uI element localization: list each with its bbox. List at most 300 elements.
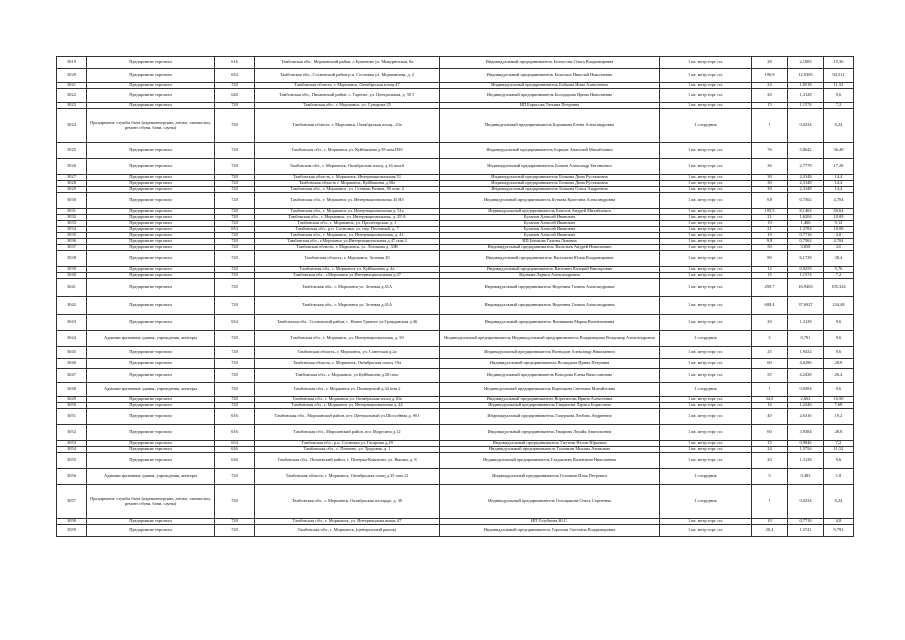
object-type-cell: Административные здания, учреждения, конторы bbox=[87, 383, 215, 397]
organization-cell: Индивидуальный предприниматель Головков Илья Петрович bbox=[440, 469, 660, 485]
organization-cell: Буланов Алексей Иванович bbox=[440, 215, 660, 221]
organization-cell: Индивидуальный предприниматель Бекетов Андрей Михайлович bbox=[440, 209, 660, 215]
row-number-cell: 3028 bbox=[57, 181, 87, 187]
volume-1-cell: 5,8642 bbox=[788, 143, 824, 159]
volume-1-cell: 2,662 bbox=[788, 397, 824, 403]
volume-1-cell: 1,3128 bbox=[788, 315, 824, 331]
quantity-cell: 25 bbox=[752, 347, 788, 359]
address-cell: Тамбовская обл., Сосновский район, с. Новое Грязное ул.Гражданская д.46 bbox=[255, 315, 440, 331]
volume-1-cell: 0,0234 bbox=[788, 109, 824, 143]
volume-1-cell: 1,3784 bbox=[788, 227, 824, 233]
row-number-cell: 3026 bbox=[57, 159, 87, 175]
table-row bbox=[57, 369, 854, 383]
address-cell: Тамбовская обл., р.п. Сосновка, ул. пер. Песчаный, д. 7 bbox=[255, 227, 440, 233]
volume-1-cell: 1,2346 bbox=[788, 403, 824, 409]
volume-2-cell: 4,704 bbox=[824, 239, 854, 245]
volume-2-cell: 15,36 bbox=[824, 57, 854, 69]
unit-cell: 1 сотрудник bbox=[660, 109, 752, 143]
territory-code-cell: 720 bbox=[215, 297, 255, 315]
object-type-cell: Предприятие торговли bbox=[87, 89, 215, 103]
volume-1-cell: 1,3128 bbox=[788, 453, 824, 469]
volume-1-cell: 1,1574 bbox=[788, 273, 824, 279]
territory-code-cell: 720 bbox=[215, 347, 255, 359]
volume-2-cell: 9,6 bbox=[824, 89, 854, 103]
organization-cell: ИП Голубкова Ю.С. bbox=[440, 519, 660, 525]
territory-code-cell: 720 bbox=[215, 181, 255, 187]
quantity-cell: 3 bbox=[752, 331, 788, 347]
address-cell: Тамбовская обл., г. Моршанск ул. Интернациональная 43 Н3 bbox=[255, 193, 440, 209]
territory-code-cell: 720 bbox=[215, 469, 255, 485]
quantity-cell: 80 bbox=[752, 251, 788, 267]
row-number-cell: 3048 bbox=[57, 383, 87, 397]
address-cell: Тамбовская область, г. Моршанск, Октябрьская площ д.35 пом.12 bbox=[255, 469, 440, 485]
unit-cell: 1 кв. метр торг. пл. bbox=[660, 409, 752, 425]
territory-code-cell: 720 bbox=[215, 279, 255, 297]
row-number-cell: 3043 bbox=[57, 315, 87, 331]
table-row bbox=[57, 279, 854, 297]
object-type-cell: Предприятие торговли bbox=[87, 425, 215, 441]
volume-1-cell: 2,3148 bbox=[788, 187, 824, 193]
quantity-cell: 15 bbox=[752, 441, 788, 447]
territory-code-cell: 720 bbox=[215, 159, 255, 175]
volume-1-cell: 2,6316 bbox=[788, 409, 824, 425]
volume-2-cell: 16,56 bbox=[824, 397, 854, 403]
volume-2-cell: 7,2 bbox=[824, 273, 854, 279]
object-type-cell: Предприятие торговли bbox=[87, 453, 215, 469]
row-number-cell: 3035 bbox=[57, 233, 87, 239]
volume-1-cell: 0,7562 bbox=[788, 239, 824, 245]
volume-2-cell: 10,08 bbox=[824, 227, 854, 233]
organization-cell: Индивидуальный предприниматель Воротилова Ирина Алексеевна bbox=[440, 397, 660, 403]
volume-2-cell: 1,8 bbox=[824, 469, 854, 485]
territory-code-cell: 720 bbox=[215, 251, 255, 267]
address-cell: Тамбовская обл., г. Моршанск ул. Пионерский д.34 пом.2 bbox=[255, 383, 440, 397]
address-cell: Тамбовская обл., г. Моршанск, ул. Стеньки Разина, 8б пом. 4 bbox=[255, 187, 440, 193]
quantity-cell: 30 bbox=[752, 175, 788, 181]
organization-cell: Индивидуальный предприниматель Воронцова Светлана Михайловна bbox=[440, 383, 660, 397]
organization-cell: Индивидуальный предприниматель Воеводин Александр Николаевич bbox=[440, 347, 660, 359]
volume-1-cell: 1,8518 bbox=[788, 83, 824, 89]
address-cell: Тамбовская обл., Пичаевский район, с. Питерка-Капитово, ул. Вышка, д. 8 bbox=[255, 453, 440, 469]
object-type-cell: Предприятие торговли bbox=[87, 397, 215, 403]
organization-cell: Индивидуальный предприниматель Вопорова Елена Вячеславовна bbox=[440, 369, 660, 383]
volume-2-cell: 28,8 bbox=[824, 425, 854, 441]
volume-2-cell: 38,4 bbox=[824, 251, 854, 267]
quantity-cell: 1 bbox=[752, 383, 788, 397]
quantity-cell: 30 bbox=[752, 181, 788, 187]
row-number-cell: 3030 bbox=[57, 193, 87, 209]
volume-2-cell: 14,4 bbox=[824, 175, 854, 181]
row-number-cell: 3044 bbox=[57, 331, 87, 347]
territory-code-cell: 720 bbox=[215, 233, 255, 239]
row-number-cell: 3042 bbox=[57, 297, 87, 315]
territory-code-cell: 616 bbox=[215, 409, 255, 425]
object-type-cell: Предприятие торговли bbox=[87, 69, 215, 83]
territory-code-cell: 720 bbox=[215, 143, 255, 159]
territory-code-cell: 720 bbox=[215, 221, 255, 227]
row-number-cell: 3029 bbox=[57, 187, 87, 193]
organization-cell: Индивидуальный предприниматель Борщев Анатолий Михайлович bbox=[440, 143, 660, 159]
address-cell: Тамбовская обл., г. Моршанск, Октябрьская площадь, д. 30 bbox=[255, 485, 440, 519]
object-type-cell: Предприятие торговли bbox=[87, 369, 215, 383]
object-type-cell: Предприятие торговли bbox=[87, 519, 215, 525]
territory-code-cell: 654 bbox=[215, 315, 255, 331]
organization-cell: ИП Бычкова Галина Львовна bbox=[440, 239, 660, 245]
quantity-cell: 1 bbox=[752, 109, 788, 143]
object-type-cell: Предприятие торговли bbox=[87, 233, 215, 239]
territory-code-cell: 720 bbox=[215, 273, 255, 279]
volume-1-cell: 0,9259 bbox=[788, 267, 824, 273]
territory-code-cell: 616 bbox=[215, 57, 255, 69]
volume-1-cell: 1,466 bbox=[788, 221, 824, 227]
address-cell: Тамбовская обл., г. Моршанск ул. Зеленая д.41А bbox=[255, 279, 440, 297]
volume-1-cell: 0,0234 bbox=[788, 485, 824, 519]
organization-cell: Индивидуальный предприниматель Бочкова Дина Рустамовна bbox=[440, 175, 660, 181]
unit-cell: 1 кв. метр торг. пл. bbox=[660, 103, 752, 109]
register-table bbox=[56, 56, 854, 537]
quantity-cell: 10 bbox=[752, 519, 788, 525]
address-cell: Тамбовская обл., г. Моршанск ул. Зеленая д.41А bbox=[255, 297, 440, 315]
volume-2-cell: 19,2 bbox=[824, 409, 854, 425]
object-type-cell: Предприятие торговли bbox=[87, 525, 215, 537]
address-cell: Тамбовская обл., г. Моршанск ул. Октябрьская площ д.10а bbox=[255, 397, 440, 403]
organization-cell: Индивидуальный предприниматель Васюнин Валерий Викторович bbox=[440, 267, 660, 273]
object-type-cell: Административные здания, учреждения, конторы bbox=[87, 331, 215, 347]
quantity-cell: 55 bbox=[752, 369, 788, 383]
volume-2-cell: 24 bbox=[824, 245, 854, 251]
volume-2-cell: 234,48 bbox=[824, 297, 854, 315]
object-type-cell: Предприятие торговли bbox=[87, 315, 215, 331]
volume-1-cell: 16,9403 bbox=[788, 279, 824, 297]
volume-1-cell: 1,5754 bbox=[788, 447, 824, 453]
row-number-cell: 3058 bbox=[57, 519, 87, 525]
table-row bbox=[57, 251, 854, 267]
organization-cell: Индивидуальный предприниматель Гладышева Валентина Николаевна bbox=[440, 453, 660, 469]
row-number-cell: 3031 bbox=[57, 209, 87, 215]
quantity-cell: 60 bbox=[752, 359, 788, 369]
volume-2-cell: 11,52 bbox=[824, 447, 854, 453]
address-cell: Тамбовская обл., р.п. Сосновка ул. Гагарина д.29 bbox=[255, 441, 440, 447]
territory-code-cell: 720 bbox=[215, 267, 255, 273]
row-number-cell: 3051 bbox=[57, 409, 87, 425]
row-number-cell: 3023 bbox=[57, 103, 87, 109]
volume-2-cell: 9,6 bbox=[824, 331, 854, 347]
table-row bbox=[57, 57, 854, 69]
quantity-cell: 1 bbox=[752, 485, 788, 519]
territory-code-cell: 720 bbox=[215, 193, 255, 209]
volume-1-cell: 1,3128 bbox=[788, 89, 824, 103]
volume-2-cell: 9,6 bbox=[824, 347, 854, 359]
territory-code-cell: 720 bbox=[215, 187, 255, 193]
unit-cell: 1 кв. метр торг. пл. bbox=[660, 297, 752, 315]
row-number-cell: 3047 bbox=[57, 369, 87, 383]
table-row bbox=[57, 159, 854, 175]
volume-2-cell: 10,08 bbox=[824, 215, 854, 221]
volume-1-cell: 3,858 bbox=[788, 245, 824, 251]
quantity-cell: 20 bbox=[752, 315, 788, 331]
organization-cell: Индивидуальный предприниматель Волкодова Ирина Петровна bbox=[440, 359, 660, 369]
unit-cell: 1 кв. метр торг. пл. bbox=[660, 441, 752, 447]
quantity-cell: 60 bbox=[752, 425, 788, 441]
row-number-cell: 3022 bbox=[57, 89, 87, 103]
unit-cell: 1 кв. метр торг. пл. bbox=[660, 245, 752, 251]
object-type-cell: Предприятие торговли bbox=[87, 221, 215, 227]
address-cell: Тамбовская обл., г. Моршанск, (центральный рынок) bbox=[255, 525, 440, 537]
address-cell: Тамбовская обл., г. Моршанск, ул. Интернациональная, д. 41 bbox=[255, 233, 440, 239]
object-type-cell: Предприятие торговли bbox=[87, 447, 215, 453]
quantity-cell: 28 bbox=[752, 57, 788, 69]
address-cell: Тамбовская область, г. Моршанск, Октябрьская площ.47 bbox=[255, 83, 440, 89]
row-number-cell: 3032 bbox=[57, 215, 87, 221]
territory-code-cell: 720 bbox=[215, 383, 255, 397]
volume-2-cell: 5,76 bbox=[824, 267, 854, 273]
territory-code-cell: 654 bbox=[215, 441, 255, 447]
row-number-cell: 3054 bbox=[57, 447, 87, 453]
row-number-cell: 3021 bbox=[57, 83, 87, 89]
territory-code-cell: 720 bbox=[215, 403, 255, 409]
table-row bbox=[57, 409, 854, 425]
address-cell: Тамбовская обл., г. Моршанск, Октябрьская площ, д.16 пом.6 bbox=[255, 159, 440, 175]
object-type-cell: Предприятие торговли bbox=[87, 209, 215, 215]
volume-1-cell: 0,7716 bbox=[788, 519, 824, 525]
address-cell: Тамбовская область, г. Моршанск, ул. Лотикова д. 33В bbox=[255, 245, 440, 251]
object-type-cell: Предприятие торговли bbox=[87, 83, 215, 89]
quantity-cell: 12 bbox=[752, 267, 788, 273]
quantity-cell: 20,4 bbox=[752, 525, 788, 537]
object-type-cell: Предприятие торговли bbox=[87, 403, 215, 409]
quantity-cell: 40 bbox=[752, 409, 788, 425]
territory-code-cell: 720 bbox=[215, 245, 255, 251]
volume-1-cell: 37,6927 bbox=[788, 297, 824, 315]
organization-cell: Индивидуальный предприниматель Богодарова Ирина Николаевна bbox=[440, 89, 660, 103]
unit-cell: 1 кв. метр торг. пл. bbox=[660, 359, 752, 369]
territory-code-cell: 626 bbox=[215, 453, 255, 469]
address-cell: Тамбовская обл., Моршанский район, пос Марусино д.12 bbox=[255, 425, 440, 441]
object-type-cell: Предприятие торговли bbox=[87, 239, 215, 245]
table-row bbox=[57, 525, 854, 537]
address-cell: Тамбовская обл., г. Моршанск ул. Интернациональная д. 51а bbox=[255, 209, 440, 215]
unit-cell: 1 кв. метр торг. пл. bbox=[660, 425, 752, 441]
unit-cell: 1 кв. метр торг. пл. bbox=[660, 273, 752, 279]
table-row bbox=[57, 69, 854, 83]
unit-cell: 1 кв. метр торг. пл. bbox=[660, 209, 752, 215]
table-row bbox=[57, 359, 854, 369]
object-type-cell: Административные здания, учреждения, конторы bbox=[87, 469, 215, 485]
territory-code-cell: 654 bbox=[215, 69, 255, 83]
object-type-cell: Предприятие торговли bbox=[87, 251, 215, 267]
object-type-cell: Предприятие торговли bbox=[87, 347, 215, 359]
row-number-cell: 3019 bbox=[57, 57, 87, 69]
quantity-cell: 20 bbox=[752, 453, 788, 469]
territory-code-cell: 720 bbox=[215, 103, 255, 109]
quantity-cell: 21 bbox=[752, 215, 788, 221]
volume-2-cell: 9,792 bbox=[824, 525, 854, 537]
quantity-cell: 9,8 bbox=[752, 239, 788, 245]
organization-cell: Индивидуальный предприниматель Бочкова Ольга Андреевна bbox=[440, 187, 660, 193]
organization-cell: Индивидуальный предприниматель Бельских Николай Николаевич bbox=[440, 69, 660, 83]
volume-1-cell: 1,5741 bbox=[788, 525, 824, 537]
row-number-cell: 3038 bbox=[57, 251, 87, 267]
unit-cell: 1 кв. метр торг. пл. bbox=[660, 215, 752, 221]
volume-1-cell: 2,7778 bbox=[788, 159, 824, 175]
row-number-cell: 3059 bbox=[57, 525, 87, 537]
territory-code-cell: 720 bbox=[215, 109, 255, 143]
table-row bbox=[57, 315, 854, 331]
unit-cell: 1 кв. метр торг. пл. bbox=[660, 279, 752, 297]
organization-cell: Индивидуальный предприниматель Горохова Светлана Владимировна bbox=[440, 525, 660, 537]
quantity-cell: 76 bbox=[752, 143, 788, 159]
volume-1-cell: 8,1404 bbox=[788, 209, 824, 215]
organization-cell: Индивидуальный предприниматель Вешнякова Мария Валентиновна bbox=[440, 315, 660, 331]
volume-1-cell: 3,9384 bbox=[788, 425, 824, 441]
organization-cell: Индивидуальный предприниматель Голощапова Ольга Сергеевна bbox=[440, 485, 660, 519]
territory-code-cell: 720 bbox=[215, 359, 255, 369]
object-type-cell: Предприятие торговли bbox=[87, 175, 215, 181]
address-cell: Тамбовская область, г. Моршанск, Зеленая 29 bbox=[255, 251, 440, 267]
volume-2-cell: 36,48 bbox=[824, 143, 854, 159]
volume-2-cell: 9,6 bbox=[824, 453, 854, 469]
row-number-cell: 3036 bbox=[57, 239, 87, 245]
object-type-cell: Предприятие торговли bbox=[87, 273, 215, 279]
territory-code-cell: 720 bbox=[215, 331, 255, 347]
volume-1-cell: 1,6204 bbox=[788, 215, 824, 221]
quantity-cell: 21 bbox=[752, 227, 788, 233]
unit-cell: 1 кв. метр торг. пл. bbox=[660, 369, 752, 383]
unit-cell: 1 кв. метр торг. пл. bbox=[660, 447, 752, 453]
unit-cell: 1 кв. метр торг. пл. bbox=[660, 397, 752, 403]
quantity-cell: 290,7 bbox=[752, 279, 788, 297]
row-number-cell: 3040 bbox=[57, 273, 87, 279]
unit-cell: 1 сотрудник bbox=[660, 383, 752, 397]
row-number-cell: 3024 bbox=[57, 109, 87, 143]
row-number-cell: 3052 bbox=[57, 425, 87, 441]
unit-cell: 1 кв. метр торг. пл. bbox=[660, 187, 752, 193]
row-number-cell: 3057 bbox=[57, 485, 87, 519]
table-row bbox=[57, 469, 854, 485]
address-cell: Тамбовская обл., г. Моршанск, ул. Суворова 25 bbox=[255, 103, 440, 109]
object-type-cell: Предприятие торговли bbox=[87, 57, 215, 69]
quantity-cell: 20 bbox=[752, 89, 788, 103]
address-cell: Тамбовская обл., г. Моршанск ул. Куйбышева д.58 пом.Н39 bbox=[255, 143, 440, 159]
unit-cell: 1 сотрудник bbox=[660, 485, 752, 519]
volume-2-cell: 0,6 bbox=[824, 383, 854, 397]
unit-cell: 1 кв. метр торг. пл. bbox=[660, 181, 752, 187]
document-page bbox=[56, 56, 853, 537]
unit-cell: 1 кв. метр торг. пл. bbox=[660, 251, 752, 267]
quantity-cell: 16 bbox=[752, 403, 788, 409]
organization-cell: ИП Борисова Татьяна Петровна bbox=[440, 103, 660, 109]
volume-1-cell: 1,1574 bbox=[788, 103, 824, 109]
volume-1-cell: 4,2438 bbox=[788, 369, 824, 383]
organization-cell: Индивидуальный предприниматель Гнырина Лоуайя Анатольевна bbox=[440, 425, 660, 441]
address-cell: Тамбовская обл., г. Моршанск, ул. Интернациональная, д. 50 bbox=[255, 331, 440, 347]
territory-code-cell: 616 bbox=[215, 425, 255, 441]
table-row bbox=[57, 485, 854, 519]
quantity-cell: 608,4 bbox=[752, 297, 788, 315]
unit-cell: 1 кв. метр торг. пл. bbox=[660, 315, 752, 331]
object-type-cell: Предприятие торговли bbox=[87, 227, 215, 233]
object-type-cell: Предприятие торговли bbox=[87, 409, 215, 425]
object-type-cell: Предприятие торговли bbox=[87, 103, 215, 109]
object-type-cell: Предприятие торговли bbox=[87, 159, 215, 175]
territory-code-cell: 720 bbox=[215, 519, 255, 525]
address-cell: Тамбовская обл., Моршанский район, пгт. Центральный ул.Шоссейная д. 9б1 bbox=[255, 409, 440, 425]
organization-cell: Индивидуальный предприниматель Гнутова Нелли Юрьевна bbox=[440, 441, 660, 447]
unit-cell: 1 кв. метр торг. пл. bbox=[660, 239, 752, 245]
volume-2-cell: 17,28 bbox=[824, 159, 854, 175]
territory-code-cell: 720 bbox=[215, 239, 255, 245]
volume-2-cell: 0,24 bbox=[824, 485, 854, 519]
organization-cell: Индивидуальный предприниматель Боровкова Елена Александровна bbox=[440, 109, 660, 143]
row-number-cell: 3025 bbox=[57, 143, 87, 159]
quantity-cell: 10 bbox=[752, 233, 788, 239]
address-cell: Тамбовская обл., г. Моршанск ул. Куйбышева д. 4а bbox=[255, 267, 440, 273]
table-row bbox=[57, 383, 854, 397]
row-number-cell: 3056 bbox=[57, 469, 87, 485]
territory-code-cell: 720 bbox=[215, 215, 255, 221]
address-cell: Тамбовская обл., г. Моршанск ул. Интернациональная д. 44 bbox=[255, 403, 440, 409]
volume-1-cell: 0,483 bbox=[788, 469, 824, 485]
quantity-cell: 105,5 bbox=[752, 209, 788, 215]
volume-2-cell: 9,6 bbox=[824, 315, 854, 331]
unit-cell: 1 кв. метр торг. пл. bbox=[660, 227, 752, 233]
quantity-cell: 24 bbox=[752, 83, 788, 89]
volume-1-cell: 0,7716 bbox=[788, 233, 824, 239]
quantity-cell: 15 bbox=[752, 273, 788, 279]
volume-2-cell: 14,4 bbox=[824, 187, 854, 193]
quantity-cell: 30 bbox=[752, 187, 788, 193]
organization-cell: Индивидуальный предприниматель Белоусова Ольга Владимировна bbox=[440, 57, 660, 69]
volume-1-cell: 4,6296 bbox=[788, 359, 824, 369]
organization-cell: Индивидуальный предприниматель Васильева Юлия Владимировна bbox=[440, 251, 660, 267]
address-cell: Тамбовская область, г. Моршанск, Интернациональная 51 bbox=[255, 175, 440, 181]
organization-cell: Индивидуальный предприниматель Индивидуальный предприниматель Владимирова Владимир Александрович bbox=[440, 331, 660, 347]
territory-code-cell: 720 bbox=[215, 397, 255, 403]
row-number-cell: 3037 bbox=[57, 245, 87, 251]
unit-cell: 1 кв. метр торг. пл. bbox=[660, 193, 752, 209]
unit-cell: 1 сотрудник bbox=[660, 331, 752, 347]
row-number-cell: 3053 bbox=[57, 441, 87, 447]
volume-2-cell: 9,12 bbox=[824, 221, 854, 227]
territory-code-cell: 720 bbox=[215, 369, 255, 383]
quantity-cell: 36 bbox=[752, 159, 788, 175]
unit-cell: 1 кв. метр торг. пл. bbox=[660, 57, 752, 69]
territory-code-cell: 720 bbox=[215, 525, 255, 537]
unit-cell: 1 кв. метр торг. пл. bbox=[660, 159, 752, 175]
object-type-cell: Предприятие торговли bbox=[87, 267, 215, 273]
volume-2-cell: 11,52 bbox=[824, 83, 854, 89]
territory-code-cell: 626 bbox=[215, 447, 255, 453]
organization-cell: Индивидуальный предприниматель Веденина Галина Александровна bbox=[440, 297, 660, 315]
address-cell: Тамбовская обл., г. Моршанск, ул. Интернациональная, 47 bbox=[255, 519, 440, 525]
organization-cell: Индивидуальный предприниматель Бочков Александр Евгеньевич bbox=[440, 159, 660, 175]
table-row bbox=[57, 347, 854, 359]
object-type-cell: Предприятие службы быта (парикмахерские, ателье, химчистки, ремонт обуви, бани, сауны) bbox=[87, 109, 215, 143]
row-number-cell: 3020 bbox=[57, 69, 87, 83]
unit-cell: 1 кв. метр торг. пл. bbox=[660, 267, 752, 273]
volume-2-cell: 4,8 bbox=[824, 233, 854, 239]
object-type-cell: Предприятие службы быта (парикмахерские, ателье, химчистки, ремонт обуви, бани, сауны) bbox=[87, 485, 215, 519]
unit-cell: 1 кв. метр торг. пл. bbox=[660, 519, 752, 525]
address-cell: Тамбовская обл., Моршанский район, с.Буженово ул. Микуринская, 8а bbox=[255, 57, 440, 69]
table-row bbox=[57, 425, 854, 441]
address-cell: Тамбовская область г. Моршанск, Куйбышева д.58а bbox=[255, 181, 440, 187]
organization-cell: Буланов Алексей Иванович bbox=[440, 233, 660, 239]
unit-cell: 1 кв. метр торг. пл. bbox=[660, 403, 752, 409]
volume-1-cell: 2,1005 bbox=[788, 57, 824, 69]
row-number-cell: 3046 bbox=[57, 359, 87, 369]
volume-2-cell: 4,8 bbox=[824, 519, 854, 525]
